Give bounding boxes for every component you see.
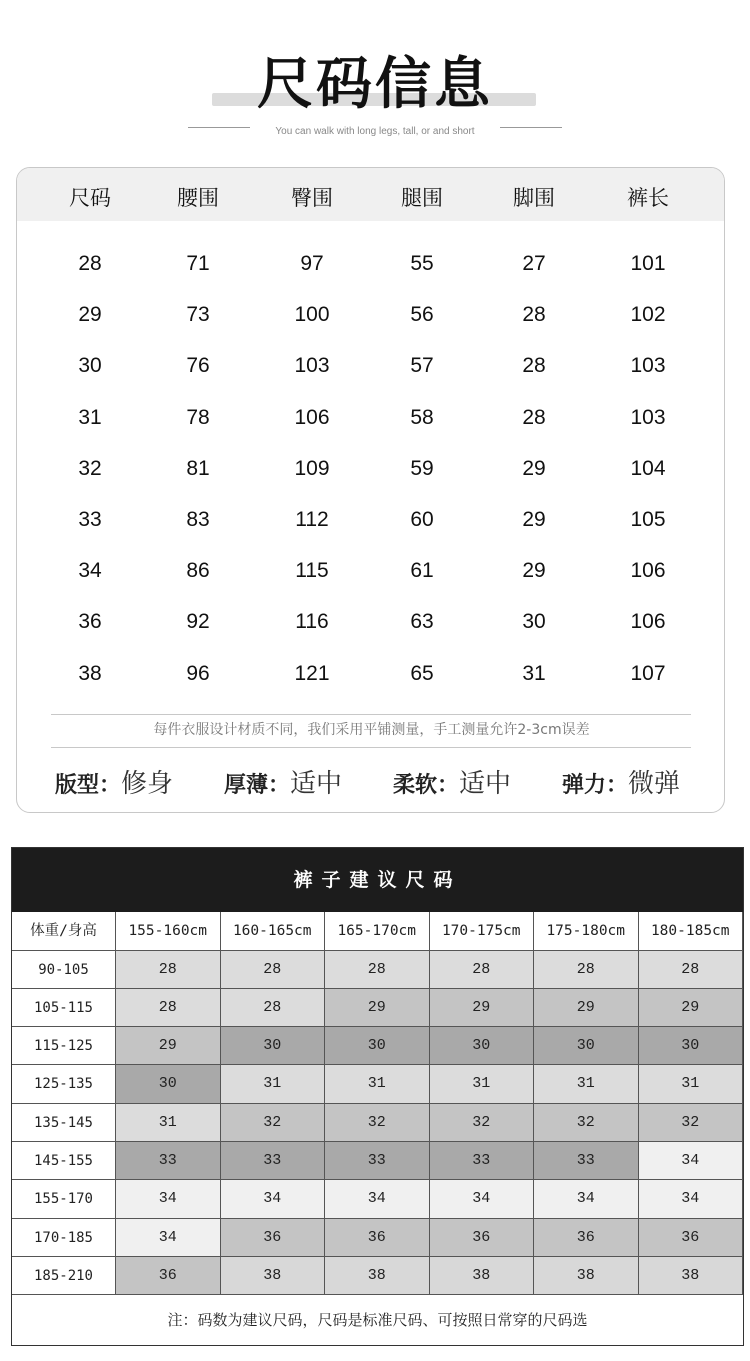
height-header-cell: 170-175cm	[430, 912, 535, 951]
recommend-size-cell: 28	[116, 989, 221, 1027]
recommend-size-cell: 32	[534, 1104, 639, 1142]
recommend-size-cell: 33	[430, 1142, 535, 1180]
size-table-cell: 36	[78, 610, 102, 634]
recommend-size-cell: 28	[221, 951, 326, 989]
recommend-size-cell: 36	[116, 1257, 221, 1295]
recommend-size-cell: 33	[534, 1142, 639, 1180]
size-table-cell: 58	[410, 405, 434, 429]
recommend-size-cell: 28	[116, 951, 221, 989]
height-header-cell: 180-185cm	[639, 912, 744, 951]
size-table-cell: 92	[186, 610, 210, 634]
recommend-size-cell: 34	[325, 1180, 430, 1218]
height-header-cell: 175-180cm	[534, 912, 639, 951]
size-table-cell: 56	[410, 303, 434, 327]
size-column-header: 腰围	[177, 186, 219, 210]
recommend-size-cell: 34	[116, 1180, 221, 1218]
recommend-size-cell: 29	[116, 1027, 221, 1065]
size-table-cell: 27	[522, 252, 546, 275]
weight-row-header: 135-145	[12, 1104, 116, 1142]
size-table-cell: 29	[522, 559, 546, 583]
weight-row-header: 90-105	[12, 951, 116, 989]
size-table-cell: 103	[630, 354, 666, 378]
subtitle-row	[0, 119, 750, 135]
size-table-cell: 29	[78, 303, 102, 327]
recommend-size-cell: 28	[534, 951, 639, 989]
size-column-header: 尺码	[69, 186, 111, 210]
recommend-size-cell: 31	[221, 1065, 326, 1103]
recommend-size-cell: 34	[116, 1219, 221, 1257]
size-table-cell: 105	[630, 508, 666, 531]
size-column-header: 脚围	[513, 186, 555, 210]
recommend-size-cell: 28	[639, 951, 744, 989]
page-subtitle: You can walk with long legs, tall, or and short	[275, 126, 475, 137]
recommend-size-cell: 34	[430, 1180, 535, 1218]
recommend-size-cell: 33	[221, 1142, 326, 1180]
recommend-size-cell: 28	[430, 951, 535, 989]
weight-row-header: 105-115	[12, 989, 116, 1027]
title-section	[0, 30, 750, 120]
attr-fit-key: 版型：	[55, 773, 122, 798]
size-table-cell: 96	[186, 661, 210, 685]
recommend-size-cell: 30	[221, 1027, 326, 1065]
attr-fit-value: 修身	[121, 769, 174, 799]
size-table-cell: 106	[294, 405, 330, 429]
recommend-size-cell: 31	[116, 1104, 221, 1142]
recommend-size-cell: 34	[221, 1180, 326, 1218]
size-table-cell: 76	[186, 354, 210, 378]
size-info-card	[16, 167, 725, 813]
size-table-cell: 31	[522, 661, 546, 685]
attr-softness	[393, 763, 511, 800]
recommend-size-cell: 34	[639, 1180, 744, 1218]
recommend-size-cell: 30	[534, 1027, 639, 1065]
recommend-size-cell: 32	[430, 1104, 535, 1142]
recommend-size-cell: 29	[430, 989, 535, 1027]
attributes-row	[17, 763, 725, 799]
recommend-table-title: 裤子建议尺码	[12, 848, 743, 912]
weight-row-header: 155-170	[12, 1180, 116, 1218]
size-table-cell: 73	[186, 303, 210, 327]
size-table-cell: 106	[630, 559, 666, 583]
size-table-cell: 109	[294, 456, 330, 480]
height-header-cell: 165-170cm	[325, 912, 430, 951]
subtitle-divider-right	[500, 127, 562, 128]
size-table-cell: 28	[522, 405, 546, 429]
recommend-size-cell: 32	[639, 1104, 744, 1142]
weight-row-header: 145-155	[12, 1142, 116, 1180]
size-table-cell: 115	[295, 559, 329, 583]
recommend-size-cell: 31	[430, 1065, 535, 1103]
size-table-cell: 30	[78, 354, 102, 378]
size-column-header: 裤长	[627, 186, 669, 210]
attr-thickness-key: 厚薄：	[224, 773, 291, 798]
size-column-header: 臀围	[291, 186, 333, 210]
size-table-cell: 121	[294, 661, 330, 685]
recommend-size-cell: 32	[325, 1104, 430, 1142]
size-table-cell: 38	[78, 661, 102, 685]
recommend-size-cell: 36	[534, 1219, 639, 1257]
size-table-cell: 55	[410, 252, 434, 275]
size-table-cell: 97	[300, 252, 324, 275]
attr-thickness-value: 适中	[290, 769, 343, 799]
recommend-size-cell: 28	[325, 951, 430, 989]
size-table-cell: 107	[630, 661, 666, 685]
recommend-size-cell: 38	[325, 1257, 430, 1295]
recommend-size-cell: 29	[534, 989, 639, 1027]
size-table-cell: 101	[630, 252, 666, 275]
size-table-cell: 83	[186, 508, 210, 531]
size-table-cell: 31	[78, 405, 102, 429]
corner-header-cell: 体重/身高	[12, 912, 116, 951]
size-table-cell: 34	[78, 559, 102, 583]
recommend-size-cell: 28	[221, 989, 326, 1027]
note-divider-top	[51, 714, 691, 715]
attr-thickness	[224, 763, 342, 800]
recommend-size-cell: 30	[430, 1027, 535, 1065]
size-table-cell: 28	[522, 354, 546, 378]
subtitle-divider-left	[188, 127, 250, 128]
recommend-size-cell: 30	[639, 1027, 744, 1065]
recommend-size-cell: 34	[534, 1180, 639, 1218]
attr-elasticity-key: 弹力：	[562, 773, 629, 798]
attr-softness-value: 适中	[459, 769, 512, 799]
attr-softness-key: 柔软：	[393, 773, 460, 798]
size-table-cell: 71	[186, 252, 210, 275]
recommend-size-cell: 38	[639, 1257, 744, 1295]
size-table-cell: 60	[410, 508, 434, 531]
weight-row-header: 125-135	[12, 1065, 116, 1103]
size-table-cell: 32	[78, 456, 102, 480]
size-table-cell: 28	[522, 303, 546, 327]
size-table-cell: 65	[410, 661, 434, 685]
size-table-cell: 106	[630, 610, 666, 634]
size-table-cell: 33	[78, 508, 102, 531]
size-table-cell: 102	[630, 303, 666, 327]
recommend-size-cell: 34	[639, 1142, 744, 1180]
recommend-size-table	[11, 847, 744, 1346]
attr-elasticity	[562, 763, 680, 800]
measure-note: 每件衣服设计材质不同，我们采用平铺测量，手工测量允许2-3cm误差	[153, 722, 590, 738]
size-table-cell: 28	[78, 252, 102, 275]
size-table-cell: 100	[294, 303, 330, 327]
recommend-size-cell: 38	[221, 1257, 326, 1295]
attr-elasticity-value: 微弹	[628, 769, 681, 799]
size-table-cell: 104	[630, 456, 666, 480]
weight-row-header: 115-125	[12, 1027, 116, 1065]
recommend-size-cell: 31	[639, 1065, 744, 1103]
recommend-size-cell: 30	[116, 1065, 221, 1103]
recommend-size-cell: 31	[534, 1065, 639, 1103]
size-table-cell: 29	[522, 456, 546, 480]
weight-row-header: 185-210	[12, 1257, 116, 1295]
size-table-cell: 30	[522, 610, 546, 634]
size-table-cell: 57	[410, 354, 434, 378]
size-table-cell: 78	[186, 405, 210, 429]
recommend-size-cell: 32	[221, 1104, 326, 1142]
recommend-footnote: 注：码数为建议尺码，尺码是标准尺码、可按照日常穿的尺码选	[167, 1311, 588, 1329]
recommend-size-cell: 31	[325, 1065, 430, 1103]
height-header-cell: 160-165cm	[221, 912, 326, 951]
recommend-size-cell: 33	[325, 1142, 430, 1180]
size-table-cell: 112	[295, 508, 329, 531]
recommend-size-cell: 36	[221, 1219, 326, 1257]
size-table-cell: 81	[186, 456, 210, 480]
recommend-size-cell: 29	[325, 989, 430, 1027]
recommend-size-cell: 38	[430, 1257, 535, 1295]
size-column-header: 腿围	[401, 186, 443, 210]
recommend-size-cell: 36	[639, 1219, 744, 1257]
size-table-cell: 86	[186, 559, 210, 583]
recommend-size-cell: 30	[325, 1027, 430, 1065]
size-table-cell: 59	[410, 456, 434, 480]
recommend-size-cell: 36	[325, 1219, 430, 1257]
height-header-cell: 155-160cm	[116, 912, 221, 951]
note-divider-bottom	[51, 747, 691, 748]
size-table-cell: 63	[410, 610, 434, 634]
recommend-size-cell: 29	[639, 989, 744, 1027]
size-table-cell: 29	[522, 508, 546, 531]
weight-row-header: 170-185	[12, 1219, 116, 1257]
page-title: 尺码信息	[257, 52, 493, 117]
recommend-size-cell: 36	[430, 1219, 535, 1257]
recommend-size-cell: 38	[534, 1257, 639, 1295]
recommend-size-cell: 33	[116, 1142, 221, 1180]
size-table-cell: 103	[294, 354, 330, 378]
size-table-cell: 116	[295, 610, 329, 634]
attr-fit	[55, 763, 173, 800]
size-table-cell: 61	[410, 559, 434, 583]
size-table-cell: 103	[630, 405, 666, 429]
